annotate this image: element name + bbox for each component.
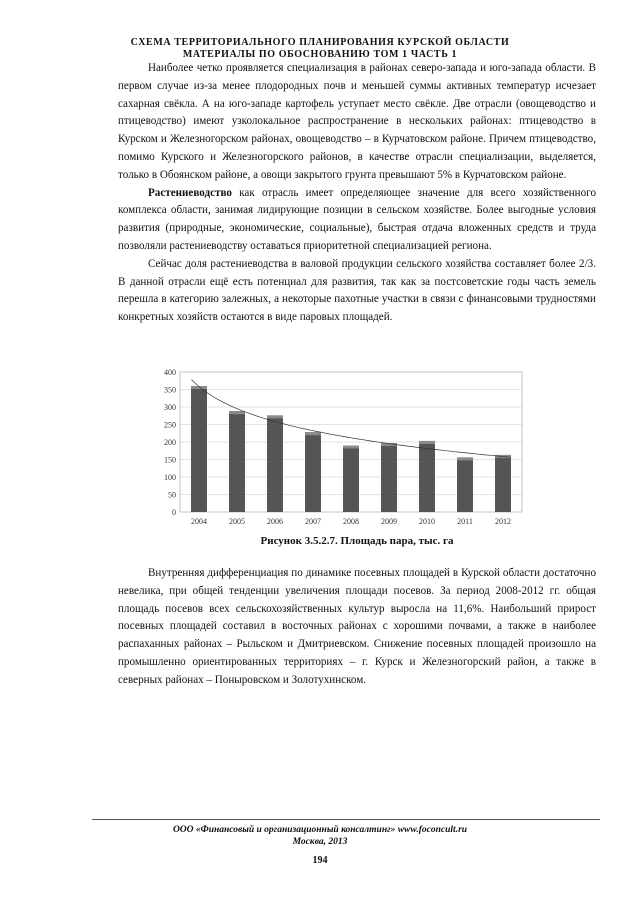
- bar: [457, 457, 473, 512]
- y-tick-label: 50: [168, 490, 176, 500]
- page-number: 194: [312, 855, 328, 866]
- y-tick-label: 250: [164, 420, 176, 430]
- y-tick-label: 350: [164, 385, 176, 395]
- bar: [419, 441, 435, 512]
- bar-top-highlight: [419, 441, 435, 444]
- bold-term-crop-production: Растениеводство: [148, 186, 232, 199]
- bar: [267, 415, 283, 512]
- bar: [343, 446, 359, 513]
- y-tick-label: 400: [164, 368, 176, 377]
- x-tick-label: 2012: [495, 517, 511, 526]
- paragraph-share: Сейчас доля растениеводства в валовой продукции сельского хозяйства составляет более 2/3. В данной отрасли ещё есть потенциал для развития, так как за постсоветские годы часть земель перешла в категорию залежных, а некоторые пахотные участки в связи с финансовыми трудностями конкретных хозяйств остаются в виде паровых площадей.: [118, 257, 596, 324]
- y-tick-label: 300: [164, 403, 176, 412]
- bar-top-highlight: [343, 446, 359, 449]
- bar: [381, 443, 397, 512]
- x-tick-label: 2005: [229, 517, 245, 526]
- footer-divider: [92, 819, 600, 820]
- bar: [305, 432, 321, 512]
- paragraph-crop-production-text: как отрасль имеет определяющее значение для всего хозяйственного комплекса области, занимая лидирующие позиции в сельском хозяйстве. Более выгодные условия развития (природные, экономические, социальные), быстрая отдача вложенных средств и труда позволяли растениеводству оставаться приоритетной специализацией региона.: [118, 186, 596, 252]
- figure-caption: Рисунок 3.5.2.7. Площадь пара, тыс. га: [260, 535, 454, 547]
- bar: [191, 386, 207, 512]
- bar-top-highlight: [229, 411, 245, 414]
- bar-top-highlight: [457, 457, 473, 460]
- document-header-subtitle: МАТЕРИАЛЫ ПО ОБОСНОВАНИЮ ТОМ 1 ЧАСТЬ 1: [182, 49, 458, 60]
- paragraph-specialization: Наиболее четко проявляется специализация в районах северо-запада и юго-запада области. В первом случае из-за менее плодородных почв и меньшей суммы активных температур исчезает сахарная свёкла. А на юго-западе картофель уступает место свёкле. Две отрасли (овощеводство и птицеводство) имеют узколокальное распространение в нескольких районах: птицеводство в Курском и Железногорском районах, овощеводство – в Курчатовском районе. Причем птицеводство, помимо Курского и Железногорского районов, в качестве отрасли специализации, выделяется, только в Обоянском районе, а овощи закрытого грунта превышают 5% в Курчатовском районе.: [118, 62, 596, 181]
- body-text-top: [118, 60, 596, 327]
- bar-top-highlight: [305, 432, 321, 435]
- fallow-area-chart: [150, 366, 530, 534]
- chart-svg: [150, 366, 530, 534]
- x-tick-label: 2011: [457, 517, 473, 526]
- x-tick-label: 2010: [419, 517, 435, 526]
- x-tick-label: 2007: [305, 517, 321, 526]
- y-tick-label: 200: [164, 438, 176, 447]
- bar: [495, 455, 511, 512]
- body-text-bottom: [118, 565, 596, 690]
- paragraph-crop-production: [118, 185, 596, 256]
- x-tick-label: 2004: [191, 517, 207, 526]
- x-tick-label: 2008: [343, 517, 359, 526]
- bar: [229, 411, 245, 512]
- document-header-title: СХЕМА ТЕРРИТОРИАЛЬНОГО ПЛАНИРОВАНИЯ КУРСКОЙ ОБЛАСТИ: [130, 37, 510, 48]
- y-tick-label: 150: [164, 455, 176, 465]
- y-tick-label: 0: [172, 508, 176, 517]
- paragraph-sown-area: Внутренняя дифференциация по динамике посевных площадей в Курской области достаточно невелика, при общей тенденции увеличения площади посевов. За период 2008-2012 гг. общая площадь посевов всех сельскохозяйственных культур выросла на 11,6%. Наибольший прирост посевных площадей составил в восточных районах с хорошими почвами, а также в наиболее распаханных районах – Рыльском и Дмитриевском. Снижение посевных площадей произошло на промышленно ориентированных территориях – г. Курск и Железногорский район, а также в северных районах – Поныровском и Золотухинском.: [118, 567, 596, 686]
- y-tick-label: 100: [164, 473, 176, 482]
- x-tick-label: 2009: [381, 517, 397, 526]
- bar-top-highlight: [267, 415, 283, 418]
- footer-company: ООО «Финансовый и организационный консалтинг» www.foconcult.ru: [172, 825, 468, 835]
- x-tick-label: 2006: [267, 517, 283, 526]
- footer-city-year: Москва, 2013: [292, 837, 348, 847]
